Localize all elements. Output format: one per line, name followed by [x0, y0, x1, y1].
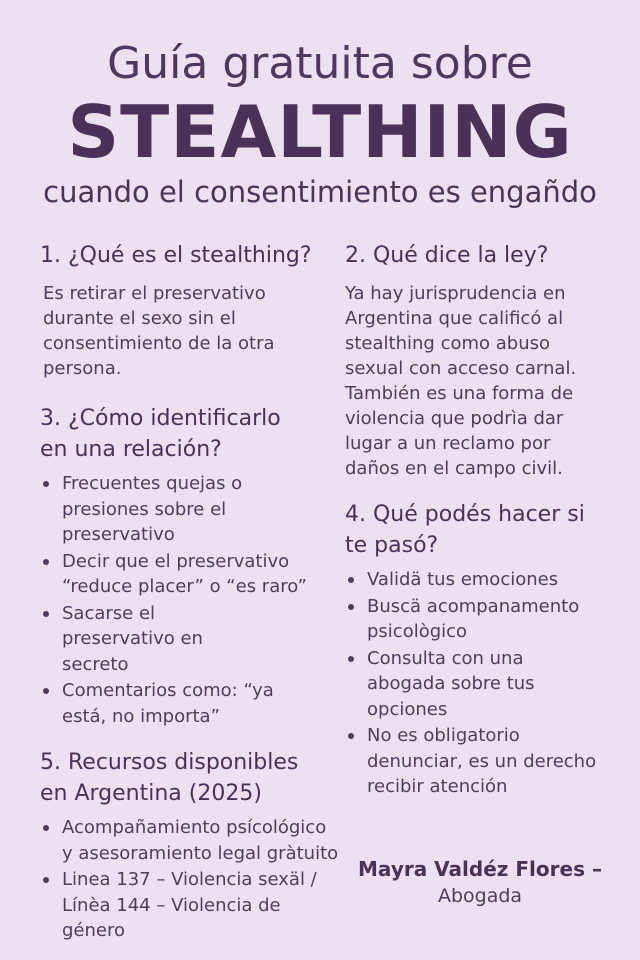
title-line-1: Guía gratuita sobre — [107, 38, 533, 89]
bullet-icon — [43, 481, 49, 487]
list-item: Linea 137 – Violencia sexäl / Línèa 144 – Violencia de género — [40, 867, 320, 944]
section-4-title: 4. Qué podés hacer si te pasó? — [345, 502, 585, 558]
section-law — [345, 240, 615, 481]
section-what-is — [40, 240, 340, 381]
title-main: STEALTHING — [67, 90, 573, 174]
subtitle: cuando el consentimiento es engañdo — [43, 175, 597, 209]
bullet-icon — [43, 877, 49, 883]
list-item: Acompañamiento psícológico y asesoramiento legal gràtuito — [40, 815, 340, 866]
bullet-icon — [43, 825, 49, 831]
bullet-icon — [43, 688, 49, 694]
list-item: Decir que el preservativo “reduce placer” o “es raro” — [40, 549, 330, 600]
bullet-icon — [43, 611, 49, 617]
section-2-body: Ya hay jurisprudencia en Argentina que calificó al stealthing como abuso sexual con acceso carnal. También es una forma de violencia que podrìa dar lugar a un reclamo por daños en el campo civil. — [345, 283, 577, 479]
bullet-icon — [348, 656, 354, 662]
bullet-icon — [348, 577, 354, 583]
author-name: Mayra Valdéz Flores – — [358, 857, 602, 881]
left-column — [40, 240, 340, 945]
bullet-icon — [43, 559, 49, 565]
bullet-icon — [348, 733, 354, 739]
section-what-to-do — [345, 499, 615, 800]
list-item: Consulta con una abogada sobre tus opciones — [345, 646, 600, 723]
section-3-list — [40, 471, 307, 729]
right-column — [345, 240, 615, 801]
section-3-title: 3. ¿Cómo identificarlo en una relación? — [40, 406, 281, 462]
section-2-title: 2. Qué dice la ley? — [345, 243, 549, 268]
section-resources — [40, 747, 340, 944]
list-item: Sacarse el preservativo en secreto — [40, 601, 255, 678]
section-4-list — [345, 567, 600, 800]
bullet-icon — [348, 604, 354, 610]
list-item: Comentarios como: “ya está, no importa” — [40, 678, 300, 729]
section-1-body: Es retirar el preservativo durante el sexo sin el consentimiento de la otra persona. — [43, 283, 275, 379]
list-item: No es obligatorio denunciar, es un derecho recibir atención — [345, 723, 600, 800]
list-item: Frecuentes quejas o presiones sobre el preservativo — [40, 471, 255, 548]
section-1-title: 1. ¿Qué es el stealthing? — [40, 243, 312, 268]
signature — [345, 856, 615, 910]
section-5-list — [40, 815, 340, 944]
section-5-title: 5. Recursos disponibles en Argentina (2025) — [40, 750, 299, 806]
section-identify — [40, 403, 340, 729]
list-item: Validä tus emociones — [345, 567, 600, 593]
author-role: Abogada — [437, 885, 523, 907]
list-item: Buscä acompanamento psicològico — [345, 594, 600, 645]
